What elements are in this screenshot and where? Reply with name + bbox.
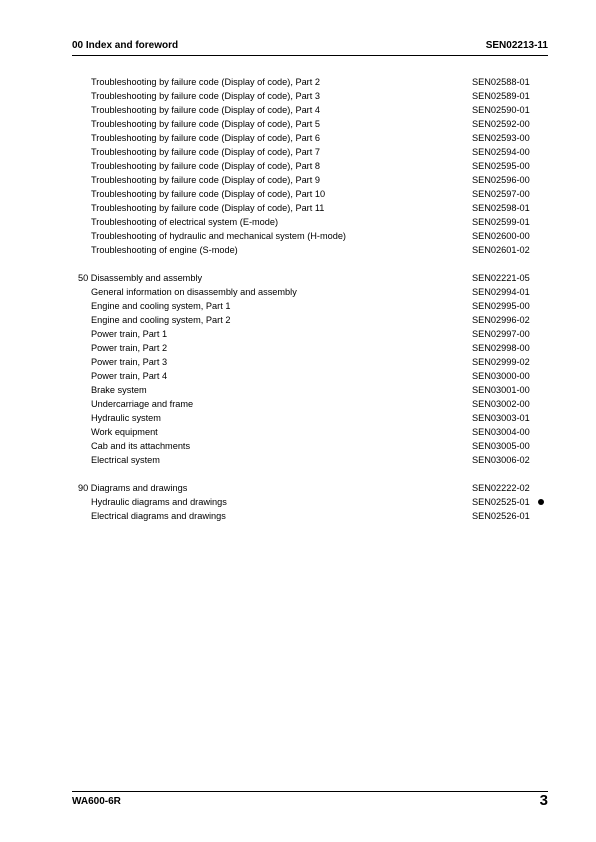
toc-entry-row (0, 145, 596, 159)
toc-entry-code: SEN02999-02 (472, 357, 530, 367)
toc-entry-row (0, 425, 596, 439)
toc-entry-row (0, 201, 596, 215)
toc-entry-row (0, 495, 596, 509)
toc-entry-row (0, 243, 596, 257)
toc-entry-title: Troubleshooting of engine (S-mode) (91, 245, 238, 255)
toc-entry-row (0, 215, 596, 229)
toc-entry-title: Troubleshooting by failure code (Display of code), Part 9 (91, 175, 320, 185)
toc-entry-title: Troubleshooting by failure code (Display of code), Part 4 (91, 105, 320, 115)
toc-entry-title: Cab and its attachments (91, 441, 191, 451)
toc-entry-code: SEN02996-02 (472, 315, 530, 325)
toc-entry-title: Engine and cooling system, Part 1 (91, 301, 231, 311)
toc-entry-row (0, 75, 596, 89)
toc-entry-code: SEN02599-01 (472, 217, 530, 227)
toc-entry-row (0, 313, 596, 327)
footer-divider (72, 791, 548, 792)
toc-entry-title: Power train, Part 4 (91, 371, 168, 381)
toc-entry-code: SEN02526-01 (472, 511, 530, 521)
toc-entry-title: Troubleshooting of hydraulic and mechanical system (H-mode) (91, 231, 346, 241)
document-code: SEN02213-11 (485, 40, 548, 51)
toc-entry-row (0, 355, 596, 369)
toc-entry-title: Troubleshooting by failure code (Display of code), Part 5 (91, 119, 320, 129)
toc-entry-code: SEN03005-00 (472, 441, 530, 451)
toc-entry-title: Undercarriage and frame (91, 399, 194, 409)
toc-entry-row (0, 131, 596, 145)
toc-entry-code: SEN02596-00 (472, 175, 530, 185)
toc-entry-code: SEN03000-00 (472, 371, 530, 381)
toc-entry-title: 50 Disassembly and assembly (78, 273, 203, 283)
toc-entry-row (0, 397, 596, 411)
toc-entry-title: Electrical system (91, 455, 160, 465)
toc-entry-title: Troubleshooting by failure code (Display of code), Part 11 (91, 203, 325, 213)
toc-entry-title: Power train, Part 1 (91, 329, 168, 339)
toc-entry-row (0, 229, 596, 243)
toc-entry-title: Troubleshooting by failure code (Display of code), Part 10 (91, 189, 326, 199)
toc-entry-title: Troubleshooting by failure code (Display of code), Part 3 (91, 91, 320, 101)
toc-entry-code: SEN03006-02 (472, 455, 530, 465)
toc-entry-title: Power train, Part 2 (91, 343, 168, 353)
toc-entry-title: Troubleshooting by failure code (Display of code), Part 7 (91, 147, 320, 157)
toc-entry-row (0, 453, 596, 467)
toc-entry-code: SEN03002-00 (472, 399, 530, 409)
revision-mark-icon (538, 499, 544, 505)
toc-entry-title: Electrical diagrams and drawings (91, 511, 226, 521)
toc-entry-title: Hydraulic diagrams and drawings (91, 497, 227, 507)
toc-entry-code: SEN02594-00 (472, 147, 530, 157)
toc-entry-row (0, 159, 596, 173)
toc-entry-title: Troubleshooting of electrical system (E-mode) (91, 217, 279, 227)
toc-entry-code: SEN02593-00 (472, 133, 530, 143)
toc-section-row (0, 481, 596, 495)
toc-entry-title: Hydraulic system (91, 413, 161, 423)
toc-entry-code: SEN03001-00 (472, 385, 530, 395)
toc-entry-code: SEN02590-01 (472, 105, 530, 115)
toc-entry-code: SEN02592-00 (472, 119, 530, 129)
toc-entry-code: SEN02595-00 (472, 161, 530, 171)
toc-entry-code: SEN02222-02 (472, 483, 530, 493)
toc-entry-row (0, 285, 596, 299)
toc-entry-title: Troubleshooting by failure code (Display of code), Part 8 (91, 161, 320, 171)
toc-entry-row (0, 439, 596, 453)
toc-entry-row (0, 341, 596, 355)
toc-entry-title: Troubleshooting by failure code (Display of code), Part 2 (91, 77, 320, 87)
toc-entry-row (0, 89, 596, 103)
toc-entry-code: SEN02525-01 (472, 497, 530, 507)
page-number: 3 (539, 792, 548, 809)
toc-entry-code: SEN03004-00 (472, 427, 530, 437)
toc-entry-row (0, 299, 596, 313)
toc-entry-code: SEN02994-01 (472, 287, 530, 297)
toc-entry-row (0, 117, 596, 131)
toc-entry-code: SEN02588-01 (472, 77, 530, 87)
machine-model: WA600-6R (72, 796, 121, 807)
toc-entry-code: SEN02589-01 (472, 91, 530, 101)
toc-entry-row (0, 103, 596, 117)
toc-entry-title: General information on disassembly and assembly (91, 287, 297, 297)
toc-entry-code: SEN02221-05 (472, 273, 530, 283)
toc-entry-title: Engine and cooling system, Part 2 (91, 315, 231, 325)
section-title: 00 Index and foreword (72, 40, 179, 51)
page-header (72, 40, 548, 54)
toc-entry-title: Power train, Part 3 (91, 357, 168, 367)
toc-entry-row (0, 327, 596, 341)
toc-entry-row (0, 383, 596, 397)
header-divider (72, 55, 548, 56)
toc-entry-code: SEN03003-01 (472, 413, 530, 423)
toc-entry-row (0, 509, 596, 523)
toc-entry-code: SEN02600-00 (472, 231, 530, 241)
toc-entry-row (0, 173, 596, 187)
toc-entry-code: SEN02995-00 (472, 301, 530, 311)
toc-entry-code: SEN02601-02 (472, 245, 530, 255)
toc-entry-row (0, 411, 596, 425)
toc-entry-row (0, 187, 596, 201)
toc-entry-title: 90 Diagrams and drawings (78, 483, 188, 493)
toc-entry-code: SEN02598-01 (472, 203, 530, 213)
toc-entry-code: SEN02997-00 (472, 329, 530, 339)
toc-entry-title: Troubleshooting by failure code (Display of code), Part 6 (91, 133, 320, 143)
toc-entry-code: SEN02597-00 (472, 189, 530, 199)
toc-entry-code: SEN02998-00 (472, 343, 530, 353)
toc-entry-row (0, 369, 596, 383)
toc-entry-title: Brake system (91, 385, 147, 395)
toc-section-row (0, 271, 596, 285)
toc-entry-title: Work equipment (91, 427, 158, 437)
